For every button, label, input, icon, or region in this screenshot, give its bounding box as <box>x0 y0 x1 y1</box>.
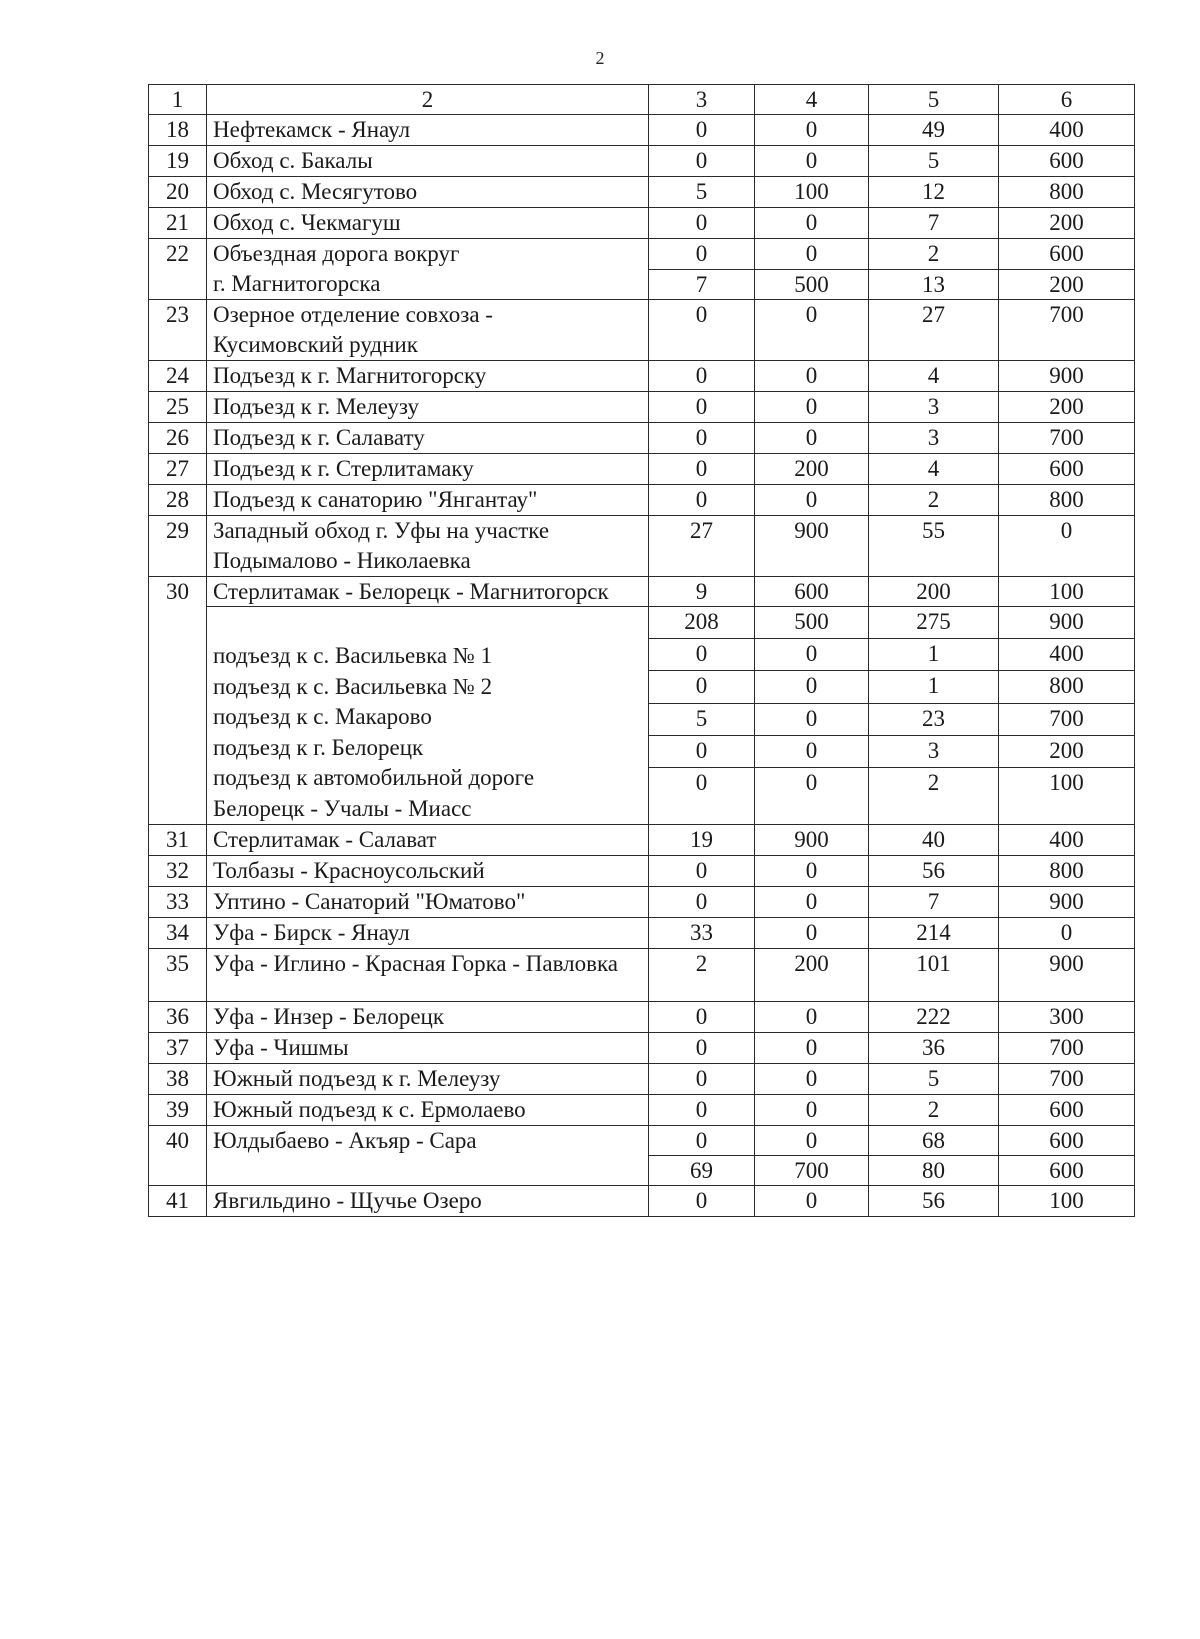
table-row <box>149 361 1135 392</box>
road-name-line: Подъезд к г. Магнитогорску <box>213 363 487 388</box>
value-cell: 0 <box>649 887 755 918</box>
table-row <box>149 918 1135 949</box>
value-cell: 23 <box>869 703 999 735</box>
table-row <box>149 1064 1135 1095</box>
value-cell: 2 <box>869 239 999 270</box>
column-header: 3 <box>649 85 755 115</box>
value-cell: 0 <box>755 639 869 671</box>
value-cell: 27 <box>649 516 755 577</box>
value-cell: 0 <box>755 146 869 177</box>
value-cell: 0 <box>649 1126 755 1156</box>
value-cell: 214 <box>869 918 999 949</box>
value-cell: 900 <box>755 825 869 856</box>
value-cell: 2 <box>649 949 755 1002</box>
table-row <box>149 1186 1135 1217</box>
road-name <box>207 1095 649 1126</box>
value-cell: 100 <box>999 768 1135 825</box>
table-row <box>149 825 1135 856</box>
value-cell: 12 <box>869 177 999 208</box>
column-header: 1 <box>149 85 207 115</box>
road-name-line: Западный обход г. Уфы на участке <box>213 518 550 543</box>
roads-table <box>148 84 1135 1217</box>
value-cell: 0 <box>755 485 869 516</box>
road-name-line: Стерлитамак - Салават <box>213 827 437 852</box>
value-cell: 56 <box>869 856 999 887</box>
value-cell: 101 <box>869 949 999 1002</box>
row-number: 26 <box>149 423 207 454</box>
value-cell: 0 <box>649 485 755 516</box>
value-cell: 600 <box>999 146 1135 177</box>
road-name <box>207 177 649 208</box>
value-cell: 4 <box>869 361 999 392</box>
access-road-name: подъезд к с. Макарово <box>213 704 432 729</box>
value-cell: 0 <box>755 115 869 146</box>
road-name <box>207 300 649 361</box>
row-number: 40 <box>149 1126 207 1186</box>
value-cell: 0 <box>755 208 869 239</box>
row-number: 25 <box>149 392 207 423</box>
value-cell: 69 <box>649 1156 755 1186</box>
value-cell: 7 <box>869 887 999 918</box>
value-cell: 0 <box>999 516 1135 577</box>
value-cell: 700 <box>999 300 1135 361</box>
road-name-line: Уфа - Чишмы <box>213 1035 349 1060</box>
row-number: 20 <box>149 177 207 208</box>
value-cell: 40 <box>869 825 999 856</box>
value-cell: 400 <box>999 825 1135 856</box>
road-name <box>207 115 649 146</box>
value-cell: 700 <box>999 1064 1135 1095</box>
road-name-line: Кусимовский рудник <box>213 332 418 357</box>
value-cell: 0 <box>755 1186 869 1217</box>
table-row <box>149 208 1135 239</box>
table-row <box>149 1033 1135 1064</box>
value-cell: 600 <box>999 1126 1135 1156</box>
value-cell: 900 <box>999 887 1135 918</box>
road-name <box>207 423 649 454</box>
value-cell: 200 <box>869 577 999 607</box>
road-name <box>207 1002 649 1033</box>
value-cell: 700 <box>999 1033 1135 1064</box>
value-cell: 600 <box>999 454 1135 485</box>
value-cell: 3 <box>869 423 999 454</box>
value-cell: 0 <box>755 918 869 949</box>
table-row <box>149 423 1135 454</box>
road-name <box>207 208 649 239</box>
table-row <box>149 607 1135 639</box>
value-cell: 0 <box>755 856 869 887</box>
row-number: 38 <box>149 1064 207 1095</box>
column-header: 4 <box>755 85 869 115</box>
value-cell: 0 <box>649 300 755 361</box>
road-name <box>207 1064 649 1095</box>
value-cell: 0 <box>649 1186 755 1217</box>
access-road-name: Белорецк - Учалы - Миасс <box>213 795 472 821</box>
value-cell: 0 <box>755 1002 869 1033</box>
row-number: 32 <box>149 856 207 887</box>
road-name-line: Объездная дорога вокруг <box>213 241 460 266</box>
road-name-line: г. Магнитогорска <box>213 271 381 296</box>
road-name-line: Подъезд к г. Стерлитамаку <box>213 456 474 481</box>
value-cell: 0 <box>755 300 869 361</box>
value-cell: 800 <box>999 671 1135 703</box>
road-name-line: Юлдыбаево - Акъяр - Сара <box>213 1128 477 1153</box>
access-road-name: подъезд к с. Васильевка № 1 <box>213 643 493 668</box>
value-cell: 33 <box>649 918 755 949</box>
road-name-line: Обход с. Бакалы <box>213 148 373 173</box>
value-cell: 9 <box>649 577 755 607</box>
value-cell: 600 <box>999 1095 1135 1126</box>
value-cell: 2 <box>869 768 999 825</box>
value-cell: 0 <box>649 1064 755 1095</box>
value-cell: 0 <box>649 1033 755 1064</box>
access-road-name: подъезд к автомобильной дороге <box>213 765 535 790</box>
value-cell: 200 <box>999 269 1135 300</box>
value-cell: 13 <box>869 269 999 300</box>
value-cell: 49 <box>869 115 999 146</box>
value-cell: 0 <box>755 1033 869 1064</box>
road-name <box>207 392 649 423</box>
value-cell: 0 <box>755 361 869 392</box>
row-number: 35 <box>149 949 207 1002</box>
road-name <box>207 454 649 485</box>
value-cell: 600 <box>999 1156 1135 1186</box>
value-cell: 5 <box>649 703 755 735</box>
value-cell: 0 <box>649 115 755 146</box>
road-name <box>207 146 649 177</box>
row-number: 37 <box>149 1033 207 1064</box>
value-cell: 600 <box>755 577 869 607</box>
road-name <box>207 1186 649 1217</box>
row-number: 33 <box>149 887 207 918</box>
value-cell: 0 <box>755 1064 869 1095</box>
row-number: 22 <box>149 239 207 300</box>
value-cell: 700 <box>999 703 1135 735</box>
value-cell: 4 <box>869 454 999 485</box>
value-cell: 900 <box>999 361 1135 392</box>
table-row <box>149 454 1135 485</box>
table-row <box>149 856 1135 887</box>
road-name-line: Озерное отделение совхоза - <box>213 302 493 327</box>
value-cell: 55 <box>869 516 999 577</box>
row-number: 21 <box>149 208 207 239</box>
road-name-line: Подымалово - Николаевка <box>213 548 471 573</box>
value-cell: 5 <box>869 146 999 177</box>
table-row <box>149 577 1135 607</box>
value-cell: 900 <box>755 516 869 577</box>
value-cell: 800 <box>999 856 1135 887</box>
road-name-line: Обход с. Чекмагуш <box>213 210 401 235</box>
table-row <box>149 1126 1135 1156</box>
value-cell: 80 <box>869 1156 999 1186</box>
value-cell: 0 <box>649 239 755 270</box>
table-row <box>149 1002 1135 1033</box>
value-cell: 500 <box>755 607 869 639</box>
value-cell: 0 <box>649 208 755 239</box>
table-row <box>149 177 1135 208</box>
value-cell: 0 <box>649 423 755 454</box>
value-cell: 0 <box>649 454 755 485</box>
table-row <box>149 485 1135 516</box>
value-cell: 0 <box>755 887 869 918</box>
value-cell: 0 <box>755 423 869 454</box>
page-number: 2 <box>595 48 605 68</box>
value-cell: 0 <box>649 639 755 671</box>
road-name <box>207 1126 649 1186</box>
value-cell: 0 <box>755 735 869 767</box>
value-cell: 400 <box>999 639 1135 671</box>
value-cell: 100 <box>999 577 1135 607</box>
row-number: 36 <box>149 1002 207 1033</box>
row-number: 39 <box>149 1095 207 1126</box>
row-number: 29 <box>149 516 207 577</box>
value-cell: 900 <box>999 607 1135 639</box>
table-row <box>149 239 1135 270</box>
row-number: 30 <box>149 577 207 825</box>
road-name <box>207 485 649 516</box>
table-row <box>149 146 1135 177</box>
value-cell: 1 <box>869 639 999 671</box>
value-cell: 400 <box>999 115 1135 146</box>
road-name <box>207 239 649 300</box>
row-number: 19 <box>149 146 207 177</box>
value-cell: 700 <box>755 1156 869 1186</box>
road-name-line: Нефтекамск - Янаул <box>213 117 411 142</box>
row-number: 23 <box>149 300 207 361</box>
value-cell: 0 <box>649 1095 755 1126</box>
value-cell: 0 <box>755 1126 869 1156</box>
road-name <box>207 361 649 392</box>
value-cell: 800 <box>999 177 1135 208</box>
row-number: 24 <box>149 361 207 392</box>
value-cell: 0 <box>755 768 869 825</box>
value-cell: 2 <box>869 1095 999 1126</box>
road-name-line: Уфа - Бирск - Янаул <box>213 920 410 945</box>
road-name <box>207 949 649 1002</box>
road-name-line: Уфа - Иглино - Красная Горка - Павловка <box>213 951 619 976</box>
row-number: 41 <box>149 1186 207 1217</box>
value-cell: 5 <box>649 177 755 208</box>
value-cell: 19 <box>649 825 755 856</box>
value-cell: 68 <box>869 1126 999 1156</box>
table-row <box>149 115 1135 146</box>
table-row <box>149 392 1135 423</box>
access-road-name: подъезд к с. Васильевка № 2 <box>213 673 493 699</box>
value-cell: 27 <box>869 300 999 361</box>
value-cell: 0 <box>755 703 869 735</box>
value-cell: 100 <box>755 177 869 208</box>
road-name: Стерлитамак - Белорецк - Магнитогорск <box>207 577 649 607</box>
road-name <box>207 516 649 577</box>
road-name-line: Подъезд к г. Мелеузу <box>213 394 419 419</box>
value-cell: 2 <box>869 485 999 516</box>
value-cell: 1 <box>869 671 999 703</box>
value-cell: 0 <box>755 671 869 703</box>
value-cell: 0 <box>649 146 755 177</box>
row-number: 18 <box>149 115 207 146</box>
value-cell: 222 <box>869 1002 999 1033</box>
value-cell: 0 <box>649 1002 755 1033</box>
value-cell: 300 <box>999 1002 1135 1033</box>
table-row <box>149 516 1135 577</box>
access-road-name: подъезд к г. Белорецк <box>213 734 424 760</box>
row-number: 27 <box>149 454 207 485</box>
road-name-line: Обход с. Месягутово <box>213 179 418 204</box>
value-cell: 3 <box>869 735 999 767</box>
row-number: 34 <box>149 918 207 949</box>
value-cell: 208 <box>649 607 755 639</box>
value-cell: 0 <box>649 392 755 423</box>
road-name <box>207 918 649 949</box>
column-header: 5 <box>869 85 999 115</box>
value-cell: 0 <box>755 239 869 270</box>
column-header: 2 <box>207 85 649 115</box>
value-cell: 800 <box>999 485 1135 516</box>
road-name-line: Уптино - Санаторий "Юматово" <box>213 889 526 914</box>
value-cell: 200 <box>755 949 869 1002</box>
table-row <box>149 949 1135 1002</box>
value-cell: 56 <box>869 1186 999 1217</box>
value-cell: 200 <box>755 454 869 485</box>
road-name-line: Уфа - Инзер - Белорецк <box>213 1004 445 1029</box>
road-name <box>207 825 649 856</box>
value-cell: 7 <box>649 269 755 300</box>
table-header-row <box>149 85 1135 115</box>
value-cell: 500 <box>755 269 869 300</box>
value-cell: 0 <box>999 918 1135 949</box>
column-header: 6 <box>999 85 1135 115</box>
road-name <box>207 1033 649 1064</box>
road-name-line: Подъезд к санаторию "Янгантау" <box>213 487 538 512</box>
value-cell: 200 <box>999 735 1135 767</box>
road-name <box>207 887 649 918</box>
road-name-line: Явгильдино - Щучье Озеро <box>213 1188 482 1213</box>
value-cell: 3 <box>869 392 999 423</box>
value-cell: 100 <box>999 1186 1135 1217</box>
road-name-line: Толбазы - Красноусольский <box>213 858 485 883</box>
value-cell: 200 <box>999 208 1135 239</box>
value-cell: 0 <box>649 735 755 767</box>
value-cell: 900 <box>999 949 1135 1002</box>
table-row <box>149 300 1135 361</box>
value-cell: 200 <box>999 392 1135 423</box>
value-cell: 0 <box>649 671 755 703</box>
value-cell: 0 <box>755 1095 869 1126</box>
table-row <box>149 1095 1135 1126</box>
value-cell: 0 <box>649 856 755 887</box>
table-row <box>149 887 1135 918</box>
value-cell: 36 <box>869 1033 999 1064</box>
road-name-line: Южный подъезд к с. Ермолаево <box>213 1097 526 1122</box>
road-name-line: Южный подъезд к г. Мелеузу <box>213 1066 501 1091</box>
road-name-line: Подъезд к г. Салавату <box>213 425 425 450</box>
value-cell: 0 <box>649 361 755 392</box>
row-number: 31 <box>149 825 207 856</box>
road-name <box>207 856 649 887</box>
value-cell: 275 <box>869 607 999 639</box>
value-cell: 0 <box>649 768 755 825</box>
access-roads <box>207 607 649 825</box>
value-cell: 600 <box>999 239 1135 270</box>
value-cell: 5 <box>869 1064 999 1095</box>
value-cell: 700 <box>999 423 1135 454</box>
value-cell: 0 <box>755 392 869 423</box>
value-cell: 7 <box>869 208 999 239</box>
row-number: 28 <box>149 485 207 516</box>
